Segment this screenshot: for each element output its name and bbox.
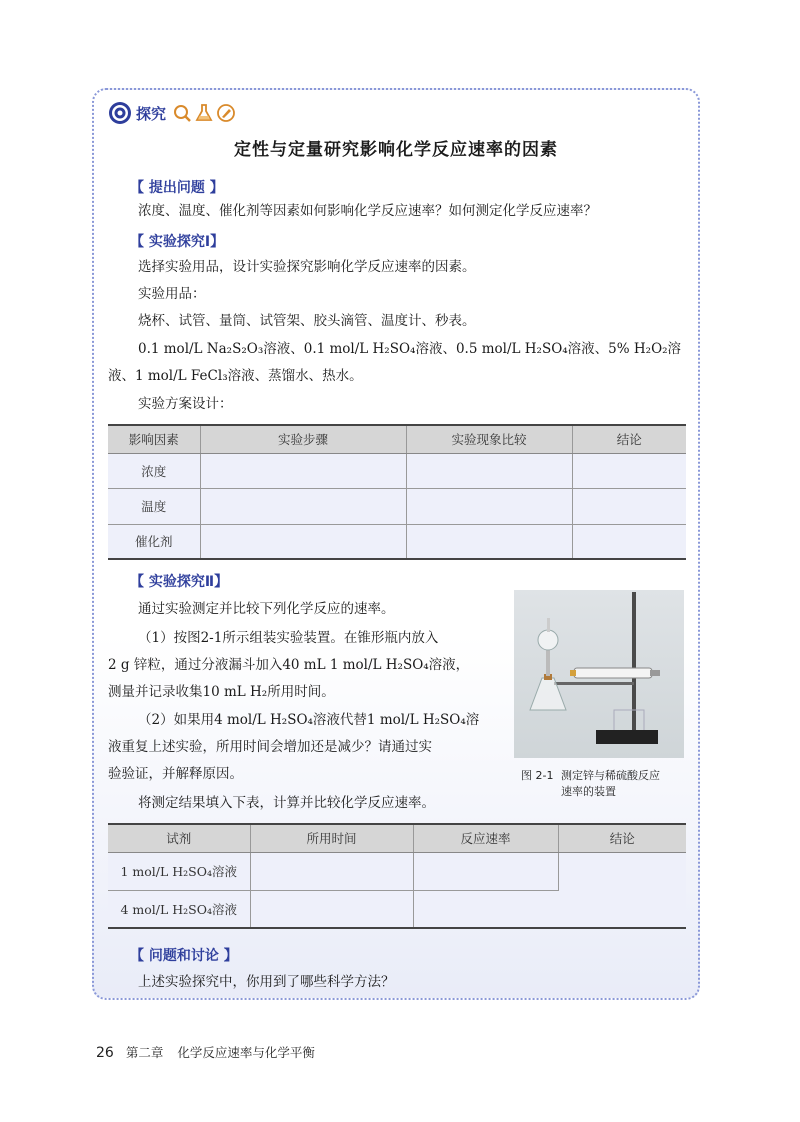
table-row	[108, 524, 686, 559]
blank-cell[interactable]	[572, 524, 686, 559]
page-footer	[96, 1043, 325, 1061]
table-header-row	[108, 425, 686, 453]
step2-line-3: 验验证，并解释原因。	[108, 766, 243, 782]
target-icon	[108, 101, 132, 125]
step2-line-1: （2）如果用4 mol/L H₂SO₄溶液代替1 mol/L H₂SO₄溶	[138, 712, 480, 728]
explore-panel	[92, 88, 700, 1000]
page-number: 26	[96, 1045, 114, 1061]
blank-cell[interactable]	[572, 453, 686, 488]
table-row	[108, 488, 686, 524]
fill-instruction: 将测定结果填入下表，计算并比较化学反应速率。	[138, 795, 435, 811]
conclusion-cell[interactable]	[558, 852, 686, 928]
step1-line-3: 测量并记录收集10 mL H₂所用时间。	[108, 684, 335, 700]
step2-line-2: 液重复上述实验，所用时间会增加还是减少？请通过实	[108, 739, 432, 755]
section-experiment-2: 【 实验探究Ⅱ】	[130, 574, 229, 590]
page-title: 定性与定量研究影响化学反应速率的因素	[234, 140, 558, 160]
panel-header	[108, 100, 238, 126]
exp1-intro: 选择实验用品，设计实验探究影响化学反应速率的因素。	[138, 259, 476, 275]
table-header-row	[108, 824, 686, 852]
row-label: 1 mol/L H₂SO₄溶液	[108, 852, 250, 890]
step1-line-2: 2 g 锌粒，通过分液漏斗加入40 mL 1 mol/L H₂SO₄溶液，	[108, 657, 470, 673]
blank-cell[interactable]	[200, 453, 406, 488]
section-raise-question: 【 提出问题 】	[130, 180, 224, 196]
figure-caption	[521, 768, 691, 800]
column-header: 实验步骤	[200, 425, 406, 453]
caption-line-1: 测定锌与稀硫酸反应	[561, 769, 660, 782]
column-header: 结论	[558, 824, 686, 852]
section-discussion: 【 问题和讨论 】	[130, 948, 238, 964]
question-text: 浓度、温度、催化剂等因素如何影响化学反应速率？如何测定化学反应速率？	[138, 203, 597, 219]
column-header: 所用时间	[250, 824, 413, 852]
row-label: 催化剂	[108, 524, 200, 559]
factors-table	[108, 424, 686, 560]
blank-cell[interactable]	[406, 488, 572, 524]
pencil-icon	[216, 103, 236, 123]
table-row	[108, 852, 686, 890]
figure-label: 图 2-1	[521, 769, 554, 782]
blank-cell[interactable]	[200, 524, 406, 559]
panel-label: 探究	[136, 104, 167, 123]
row-label: 温度	[108, 488, 200, 524]
flask-icon	[194, 103, 214, 123]
table-row	[108, 453, 686, 488]
equipment-list: 烧杯、试管、量筒、试管架、胶头滴管、温度计、秒表。	[138, 313, 476, 329]
blank-cell[interactable]	[250, 890, 413, 928]
apparatus-illustration	[514, 590, 684, 758]
blank-cell[interactable]	[200, 488, 406, 524]
blank-cell[interactable]	[406, 524, 572, 559]
section-experiment-1: 【 实验探究Ⅰ】	[130, 234, 225, 250]
column-header: 反应速率	[413, 824, 558, 852]
column-header: 结论	[572, 425, 686, 453]
step1-line-1: （1）按图2-1所示组装实验装置。在锥形瓶内放入	[138, 630, 439, 646]
reagent-list-line-1: 0.1 mol/L Na₂S₂O₃溶液、0.1 mol/L H₂SO₄溶液、0.5 mol/L H₂SO₄溶液、5% H₂O₂溶	[138, 341, 682, 357]
apparatus-photo	[514, 590, 684, 758]
exp2-intro: 通过实验测定并比较下列化学反应的速率。	[138, 601, 395, 617]
blank-cell[interactable]	[250, 852, 413, 890]
rate-table	[108, 823, 686, 929]
plan-label: 实验方案设计：	[138, 396, 233, 412]
discussion-text: 上述实验探究中，你用到了哪些科学方法？	[138, 974, 395, 990]
column-header: 影响因素	[108, 425, 200, 453]
chapter-label: 第二章	[125, 1045, 164, 1060]
blank-cell[interactable]	[413, 890, 558, 928]
magnifier-icon	[172, 103, 192, 123]
column-header: 实验现象比较	[406, 425, 572, 453]
column-header: 试剂	[108, 824, 250, 852]
row-label: 浓度	[108, 453, 200, 488]
chapter-title: 化学反应速率与化学平衡	[177, 1045, 315, 1060]
blank-cell[interactable]	[572, 488, 686, 524]
blank-cell[interactable]	[413, 852, 558, 890]
reagent-list-line-2: 液、1 mol/L FeCl₃溶液、蒸馏水、热水。	[108, 368, 363, 384]
caption-line-2: 速率的装置	[561, 785, 616, 798]
row-label: 4 mol/L H₂SO₄溶液	[108, 890, 250, 928]
materials-label: 实验用品：	[138, 286, 206, 302]
blank-cell[interactable]	[406, 453, 572, 488]
